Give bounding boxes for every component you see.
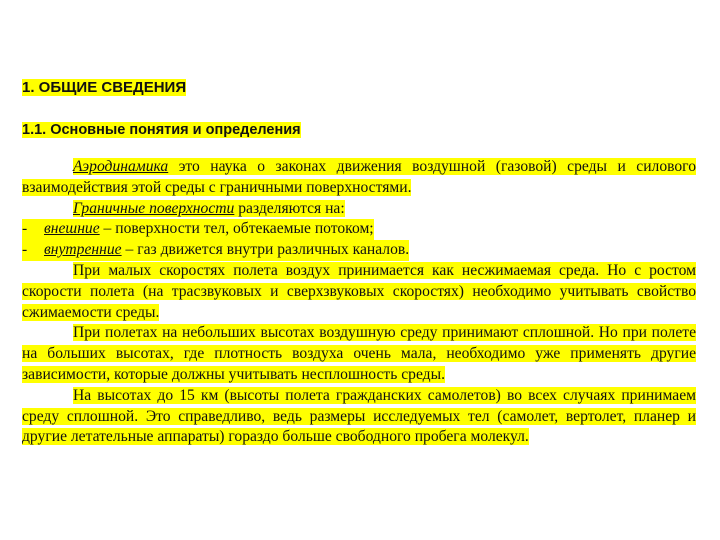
list-item-text: – газ движется внутри различных каналов. — [121, 241, 410, 259]
paragraph-continuity-text: При полетах на небольших высотах воздушную среду принимают сплошной. Но при полете на больших высотах, где плотность воздуха очень мала, необходимо уже применять другие зависимости, которые должны учитывать несплошность среды. — [22, 324, 696, 383]
paragraph-altitude-text: На высотах до 15 км (высоты полета гражданских самолетов) во всех случаях принимаем среду сплошной. Это справедливо, ведь размеры исследуемых тел (самолет, вертолет, планер и другие летательные аппараты) гораздо больше свободного пробега молекул. — [22, 386, 696, 446]
paragraph-boundary-surfaces — [22, 199, 696, 220]
list-dash: - — [22, 219, 44, 240]
subsection-heading-text: 1.1. Основные понятия и определения — [22, 122, 301, 138]
paragraph-aerodynamics — [22, 157, 696, 199]
paragraph-compressibility-text: При малых скоростях полета воздух принимается как несжимаемая среда. Но с ростом скорости полета (на трасзвуковых и сверхзвуковых скоростях) необходимо учитывать свойство сжимаемости среды. — [22, 261, 696, 321]
term-boundary-surfaces: Граничные поверхности — [73, 199, 235, 217]
paragraph-compressibility — [22, 261, 696, 323]
term-aerodynamics: Аэродинамика — [73, 158, 169, 175]
paragraph-boundary-surfaces-text: разделяются на: — [234, 199, 345, 217]
list-dash: - — [22, 240, 44, 261]
section-heading-text: 1. ОБЩИЕ СВЕДЕНИЯ — [22, 79, 187, 96]
section-heading — [22, 78, 696, 100]
paragraph-continuity — [22, 323, 696, 385]
paragraph-aerodynamics-text: это наука о законах движения воздушной (газовой) среды и силового взаимодействия этой среды с граничными поверхностями. — [22, 158, 696, 196]
paragraph-altitude — [22, 386, 696, 448]
list-item-text: – поверхности тел, обтекаемые потоком; — [99, 220, 374, 238]
document-page — [22, 78, 696, 448]
term-internal: внутренние — [44, 241, 122, 259]
list-item — [22, 219, 696, 240]
subsection-heading — [22, 120, 696, 142]
document-body — [22, 157, 696, 448]
term-external: внешние — [44, 220, 100, 238]
list-item — [22, 240, 696, 261]
